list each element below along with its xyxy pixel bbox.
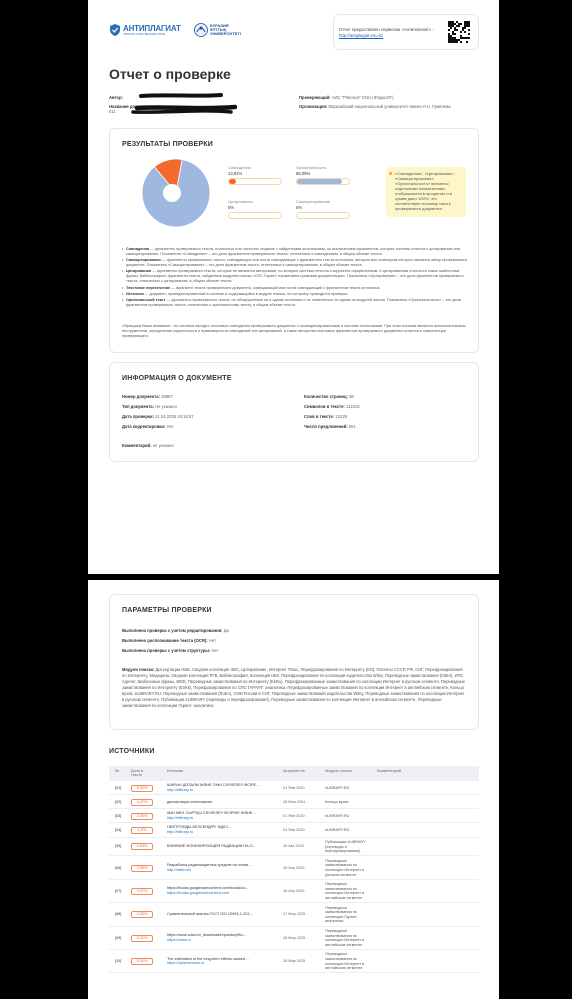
enu-logo-line-2: ҰЛТТЫҚ: [210, 26, 227, 32]
source-link[interactable]: http://elibrary.ru: [167, 815, 194, 820]
qr-module: [468, 23, 470, 25]
metric-selfcitations-value: 0%: [296, 205, 303, 210]
source-date: 01 Янв 2020: [283, 785, 305, 790]
qr-module: [452, 25, 454, 27]
source-module-line: заимствования по: [325, 957, 357, 962]
qr-module: [464, 21, 466, 23]
qr-module: [448, 25, 450, 27]
metric-originality-bar: [296, 178, 350, 185]
enu-logo-line-1: ЕУРАЗИЯ: [210, 22, 229, 28]
qr-module: [460, 41, 462, 43]
source-num: [05]: [115, 844, 122, 849]
organization-row: [299, 104, 469, 109]
qr-module: [448, 37, 450, 39]
doc-info-title: ИНФОРМАЦИЯ О ДОКУМЕНТЕ: [122, 375, 232, 382]
sentences-count-row: Число предложений: 561: [304, 424, 356, 429]
source-module-line: Переводные: [325, 882, 348, 887]
metric-matches-value: 13,91%: [228, 171, 243, 176]
qr-module: [452, 21, 454, 23]
col-module-header: Модуль поиска: [325, 769, 352, 773]
source-row[interactable]: [109, 823, 479, 837]
checker-label: Проверяющий:: [299, 95, 331, 100]
organization-label: Организация:: [299, 104, 328, 109]
service-info-text: Отчет предоставлен сервисом «Антиплагиат» - http://antiplagiat.enu.kz: [339, 27, 434, 38]
qr-module: [454, 23, 456, 25]
source-date: 15 Апр 2025: [283, 865, 305, 870]
source-cell: [167, 783, 279, 792]
source-module: [325, 786, 377, 791]
results-pie-chart: [140, 157, 212, 229]
metric-matches: [228, 165, 282, 185]
source-module: [325, 840, 377, 854]
source-title[interactable]: ВЛИЯНИЕ ИОНИЗИРУЮЩЕЙ РАДИАЦИИ НА О...: [167, 844, 256, 849]
source-module-line: Переводные: [325, 858, 348, 863]
source-row[interactable]: [109, 781, 479, 795]
source-title[interactable]: ШАРЫН ДОЗАЛЫ ЖӘНЕ ОНЫ СӘУЛЕЛЕУ ӨСІРЕ...: [167, 783, 260, 788]
words-count-row: Слов в тексте: 12228: [304, 414, 348, 419]
source-num: [08]: [115, 912, 122, 917]
metric-citations-bar: [228, 212, 282, 219]
definition-item: • Оригинальный текст — фрагменты проверяемого текста, не обнаруженные ни в одном источнике и не отмеченные ни одним из модулей поиска. Показатель «Оригинальность» – это доля фрагментов проверяемого текста, отнесенных к оригинальному тексту, в общем объеме текста.: [122, 298, 468, 308]
source-title[interactable]: Сравнительный анализ ГОСТ ISO 10993-1-201...: [167, 912, 253, 917]
doc-type-row: Тип документа: Не указано: [122, 404, 177, 409]
source-num: [07]: [115, 888, 122, 893]
antiplagiat-logo: [110, 24, 181, 36]
source-module-line: коллекции Интернет в: [325, 868, 365, 873]
param-row: Выполнена проверка с учетом редактирования: Да: [122, 628, 229, 633]
metric-citations-value: 0%: [228, 205, 235, 210]
qr-module: [458, 23, 460, 25]
metric-citations: [228, 199, 282, 219]
source-module-line: eLIBRARY.RU: [325, 828, 350, 833]
source-module-line: Переводные: [325, 952, 348, 957]
docname-prefix: 011: [109, 109, 116, 115]
qr-module: [452, 41, 454, 43]
source-module: [325, 952, 377, 970]
qr-module: [458, 25, 460, 27]
source-share-badge: 0,63%: [131, 843, 153, 850]
source-cell: [167, 957, 279, 966]
source-share-badge: 0,37%: [131, 888, 153, 895]
qr-module: [454, 27, 456, 29]
author-label: Автор:: [109, 95, 124, 100]
metric-matches-fill: [229, 179, 236, 184]
qr-module: [466, 21, 468, 23]
university-emblem-icon: [194, 23, 208, 37]
source-link[interactable]: https://books.googleusercontent.com: [167, 891, 230, 896]
qr-module: [468, 29, 470, 31]
checker-value: АИС "Platonus" ENU (ФЭдисИТ): [331, 95, 394, 100]
pie-center: [163, 184, 181, 202]
source-title[interactable]: https://www.vuka.hr/_download/repository/Bo...: [167, 933, 246, 938]
qr-module: [452, 37, 454, 39]
source-module-line: коллекции Интернет в: [325, 938, 365, 943]
docname-label: Название документа:: [109, 104, 154, 109]
source-row[interactable]: [109, 903, 479, 926]
sources-title: ИСТОЧНИКИ: [109, 748, 155, 755]
metric-originality-name: Оригинальность: [296, 165, 327, 170]
modules-value: Диссертации НББ, Сводная коллекция ЭБС, Цитирование, Интернет Плюс, Перефразирования по Интернету (EN), Патенты СССР, РФ, СНГ, Перефразирования по Интернету, Медицина, Сводная коллекция РГБ, Библиография, Коллекция НБУ, Перефразирования по коллекции издательства Wiley, Переводные заимствования (KkEn), ИПС Адилет, Шаблонные фразы, IEEE, Переводные заимствования по Интернету (KkRu), Перефразированные заимствования по коллекции Интернет в русском сегменте, Переводные заимствования по Интернету (EnKk), Перефразирования по СПС ГАРАНТ: аналитика, Перефразированные заимствования по коллекции Интернет в английском сегменте, Кольцо вузов, eLIBRARY.RU, Переводные заимствования (RuEn), СМИ России и СНГ, Переводные заимствования издательства Wiley, Переводные заимствования по коллекции Интернет в русском сегменте, Публикации eLIBRARY (переводы и перефразирования), Переводные заимствования по коллекции Интернет в английском сегменте, Переводные заимствования по коллекции Гарант: аналитика: [122, 667, 466, 708]
source-module-line: перефразирования): [325, 849, 361, 854]
qr-module: [460, 31, 462, 33]
qr-module: [468, 37, 470, 39]
source-num: [02]: [115, 799, 122, 804]
source-share-badge: 0,39%: [131, 865, 153, 872]
source-link[interactable]: http://elibrary.ru: [167, 830, 194, 835]
disclaimer-text: Обращаем Ваше внимание, что система находит текстовые совпадения проверяемого документа с проиндексированными в системе источниками. При этом система является вспомогательным инструментом, определение корректности и правомерности совпадений или цитирований, а также авторства текстовых фрагментов проверяемого документа остается в компетенции проверяющего.: [122, 324, 466, 338]
qr-module: [458, 39, 460, 41]
col-share-header: Доля в тексте: [131, 769, 143, 778]
source-num: [04]: [115, 827, 122, 832]
qr-module: [462, 27, 464, 29]
source-share-badge: 4,27%: [131, 799, 153, 806]
qr-module: [466, 41, 468, 43]
qr-module: [450, 39, 452, 41]
source-title[interactable]: НЕЙТРОНДЫ БЕЛСЕНДІРУ ӘДІСІ...: [167, 825, 231, 830]
col-num-header: №: [115, 769, 120, 773]
source-module-line: английском сегменте: [325, 942, 363, 947]
author-row: [109, 95, 123, 100]
metric-matches-name: Совпадения: [228, 165, 251, 170]
service-info-box: [333, 14, 479, 50]
qr-module: [456, 39, 458, 41]
source-share-badge: 0,33%: [131, 911, 153, 918]
source-module: [325, 800, 377, 805]
qr-module: [450, 23, 452, 25]
qr-module: [454, 39, 456, 41]
results-section: [109, 128, 479, 353]
source-link[interactable]: http://dslib.net: [167, 867, 191, 872]
note-bullet-icon: [389, 172, 392, 175]
source-cell: [167, 933, 279, 942]
source-module: [325, 814, 377, 819]
source-module-line: английском сегменте: [325, 896, 363, 901]
qr-module: [454, 37, 456, 39]
qr-module: [448, 33, 450, 35]
source-cell: [167, 863, 279, 872]
source-num: [06]: [115, 865, 122, 870]
qr-module: [452, 33, 454, 35]
qr-module: [448, 23, 450, 25]
qr-module: [448, 41, 450, 43]
page-count-row: Количество страниц: 58: [304, 394, 354, 399]
source-module-line: коллекции Гарант:: [325, 914, 358, 919]
source-module-line: коллекции Интернет в: [325, 961, 365, 966]
col-date-header: Актуален на: [283, 769, 305, 773]
checker-row: [299, 95, 393, 100]
qr-module: [452, 39, 454, 41]
qr-module: [450, 21, 452, 23]
source-share-badge: 0,31%: [131, 935, 153, 942]
source-module-line: заимствования по: [325, 863, 357, 868]
source-module-line: английском сегменте: [325, 966, 363, 971]
source-module-line: eLIBRARY.RU: [325, 813, 350, 818]
source-num: [01]: [115, 785, 122, 790]
qr-module: [448, 39, 450, 41]
source-date: 15 Авг 2023: [283, 844, 304, 849]
source-row[interactable]: [109, 838, 479, 857]
qr-module: [450, 25, 452, 27]
source-link[interactable]: http://elibrary.ru: [167, 787, 194, 792]
qr-module: [468, 25, 470, 27]
qr-module: [456, 21, 458, 23]
source-row[interactable]: [109, 809, 479, 823]
qr-module: [456, 25, 458, 27]
qr-module: [466, 25, 468, 27]
redaction-scribble: [127, 92, 237, 120]
shield-logo-icon: [110, 24, 120, 36]
qr-module: [464, 25, 466, 27]
document-info-section: [109, 362, 479, 462]
qr-module: [454, 29, 456, 31]
source-date: 28 Мая 2024: [283, 799, 306, 804]
logo-main-text: АНТИПЛАГИАТ: [123, 24, 181, 33]
metric-selfcitations-name: Самоцитирования: [296, 199, 331, 204]
source-module-line: аналитика: [325, 919, 344, 924]
col-source-header: Источник: [167, 769, 184, 773]
qr-module: [452, 23, 454, 25]
search-modules: [122, 667, 468, 709]
qr-module: [466, 23, 468, 25]
param-row: Выполнена проверка с учетом структуры: Нет: [122, 648, 219, 653]
definition-item: • Текстовое пересечение — фрагмент текста проверяемого документа, совпадающий или почти совпадающий с фрагментом текста источника.: [122, 286, 468, 291]
check-date-row: Дата проверки: 21.04.2025 18:18:57: [122, 414, 194, 419]
qr-module: [450, 35, 452, 37]
metric-originality-fill: [297, 179, 342, 184]
qr-module: [450, 41, 452, 43]
chars-count-row: Символов в тексте: 112216: [304, 404, 360, 409]
qr-module: [452, 31, 454, 33]
check-params-section: [109, 594, 479, 730]
source-cell: [167, 886, 279, 895]
qr-module: [460, 37, 462, 39]
source-link[interactable]: https://vuka.hr: [167, 937, 191, 942]
source-date: 15 Апр 2025: [283, 888, 305, 893]
correction-date-row: Дата корректировки: Нет: [122, 424, 174, 429]
qr-module: [464, 27, 466, 29]
qr-module: [454, 41, 456, 43]
qr-module: [464, 37, 466, 39]
source-module-line: (переводы и: [325, 844, 347, 849]
qr-module: [464, 31, 466, 33]
source-date: 28 Мар 2025: [283, 935, 306, 940]
metrics-note-text: «Совпадения», «Цитирования», «Самоцитирования», «Оригинальность» являются отдельными показателями, отображаются в процентах и в сумме дают 100%, что соответствует полному тексту проверяемого документа.: [395, 171, 455, 211]
enu-logo-line-3: УНИВЕРСИТЕТІ: [210, 31, 241, 37]
source-num: [09]: [115, 935, 122, 940]
params-title: ПАРАМЕТРЫ ПРОВЕРКИ: [122, 607, 212, 614]
qr-module: [460, 23, 462, 25]
source-module-line: русском сегменте: [325, 872, 357, 877]
metric-citations-name: Цитирования: [228, 199, 253, 204]
qr-module: [448, 35, 450, 37]
modules-label: Модули поиска:: [122, 667, 155, 672]
source-num: [10]: [115, 959, 122, 964]
qr-module: [450, 37, 452, 39]
qr-module: [468, 33, 470, 35]
source-module: [325, 882, 377, 900]
source-date: 27 Мар 2025: [283, 912, 306, 917]
definition-item: • Самоцитирования — фрагменты проверяемого текста, совпадающие или почти совпадающие с фрагментом текста источника, автором или соавтором которого является автор проверяемого документа. Показатель «Самоцитирования» – это доля фрагментов текста, отнесенных к самоцитированию, в общем объеме текста.: [122, 258, 468, 268]
source-cell: [167, 912, 279, 917]
page-title: Отчет о проверке: [109, 66, 231, 82]
doc-number-row: Номер документа: 38667: [122, 394, 173, 399]
source-share-badge: 0,31%: [131, 958, 153, 965]
definition-item: • Источник — документ, проиндексированный в системе и содержащийся в модуле поиска, по которому проводится проверка.: [122, 292, 468, 297]
source-module-line: заимствования по: [325, 933, 357, 938]
definition-item: • Совпадения — фрагменты проверяемого текста, полностью или частично сходные с найденными источниками, за исключением фрагментов, которые система отнесла к цитированию или самоцитированию. Показатель «Совпадения» – это доля фрагментов проверяемого текста, отнесенных к совпадениям, в общем объеме текста.: [122, 247, 468, 257]
metric-matches-bar: [228, 178, 282, 185]
qr-module: [454, 33, 456, 35]
qr-module: [456, 29, 458, 31]
qr-module: [462, 37, 464, 39]
source-num: [03]: [115, 813, 122, 818]
source-row[interactable]: [109, 950, 479, 973]
metric-originality-value: 86,09%: [296, 171, 311, 176]
metric-selfcitations: [296, 199, 350, 219]
source-title[interactable]: The estimation of the long-term effects caused ...: [167, 956, 250, 961]
source-date: 01 Янв 2020: [283, 813, 305, 818]
service-link[interactable]: http://antiplagiat.enu.kz: [339, 33, 384, 38]
results-title: РЕЗУЛЬТАТЫ ПРОВЕРКИ: [122, 141, 213, 148]
qr-module: [460, 35, 462, 37]
qr-module: [448, 21, 450, 23]
source-date: 28 Мар 2025: [283, 959, 306, 964]
logo-sub-text: ТВОРИТЕ СОБСТВЕННЫМ УМОМ: [123, 33, 166, 36]
source-cell: [167, 825, 279, 834]
source-row[interactable]: [109, 880, 479, 903]
source-module-line: Переводные: [325, 905, 348, 910]
qr-module: [448, 29, 450, 31]
source-title[interactable]: диссертация антиплагиат: [167, 799, 213, 804]
qr-module: [464, 23, 466, 25]
qr-module: [456, 41, 458, 43]
source-module: [325, 859, 377, 877]
source-row[interactable]: [109, 856, 479, 879]
qr-code-icon[interactable]: [448, 21, 470, 43]
organization-value: Евразийский национальный университет имени Л.Н. Гумилева: [328, 104, 451, 109]
qr-module: [450, 27, 452, 29]
source-title[interactable]: https://books.googleusercontent.com/books/co...: [167, 886, 249, 891]
pie-slices: [142, 159, 210, 227]
comment-row: Комментарий: не указано: [122, 443, 174, 448]
source-share-badge: 5,92%: [131, 785, 153, 792]
source-module: [325, 906, 377, 924]
qr-module: [462, 29, 464, 31]
source-module-line: коллекции Интернет в: [325, 891, 365, 896]
sources-rows: [109, 781, 479, 973]
sources-table-header: [109, 766, 479, 781]
metric-originality: [296, 165, 350, 185]
source-link[interactable]: https://cyberleninka.ru: [167, 961, 205, 966]
source-module-line: Переводные: [325, 929, 348, 934]
source-module-line: заимствования по: [325, 886, 357, 891]
source-module-line: Кольцо вузов: [325, 799, 349, 804]
qr-module: [466, 37, 468, 39]
source-share-badge: 1,9%: [131, 827, 153, 834]
source-module-line: Публикации eLIBRARY: [325, 840, 366, 845]
source-module: [325, 828, 377, 833]
source-row[interactable]: [109, 927, 479, 950]
source-title[interactable]: Разработка радиозащитных средств на основ...: [167, 863, 252, 868]
source-cell: [167, 811, 279, 820]
enu-logo: [194, 23, 241, 37]
source-cell: [167, 800, 279, 805]
source-module-line: eLIBRARY.RU: [325, 785, 350, 790]
metrics-note: [386, 167, 466, 217]
source-title[interactable]: ІШКІ МЕН СЫРТҚЫ СӘУЛЕЛЕУ ӨСІРІНЕ ЖӘНЕ...: [167, 811, 256, 816]
source-date: 01 Янв 2020: [283, 827, 305, 832]
source-share-badge: 2,25%: [131, 813, 153, 820]
param-row: Выполнено распознавание текста (OCR): Нет: [122, 638, 217, 643]
col-comment-header: Комментарий: [377, 769, 401, 773]
report-page-1: [88, 0, 499, 574]
source-module: [325, 929, 377, 947]
source-cell: [167, 844, 279, 849]
source-module-line: заимствования по: [325, 910, 357, 915]
qr-module: [468, 21, 470, 23]
definitions-list: [122, 247, 468, 309]
definition-item: • Цитирования — фрагменты проверяемого текста, которые не являются авторскими, но которые система отнесла к корректно оформленным. К цитированиям относятся также шаблонные фразы; библиографии; фрагменты текста, найденные модулем поиска «СПС Гарант: нормативно-правовая документация». Показатель «Цитирования» – это доля фрагментов проверяемого текста, отнесенных к цитированию, в общем объеме текста.: [122, 269, 468, 284]
sources-table: [109, 766, 479, 973]
source-row[interactable]: [109, 795, 479, 809]
metric-selfcitations-bar: [296, 212, 350, 219]
